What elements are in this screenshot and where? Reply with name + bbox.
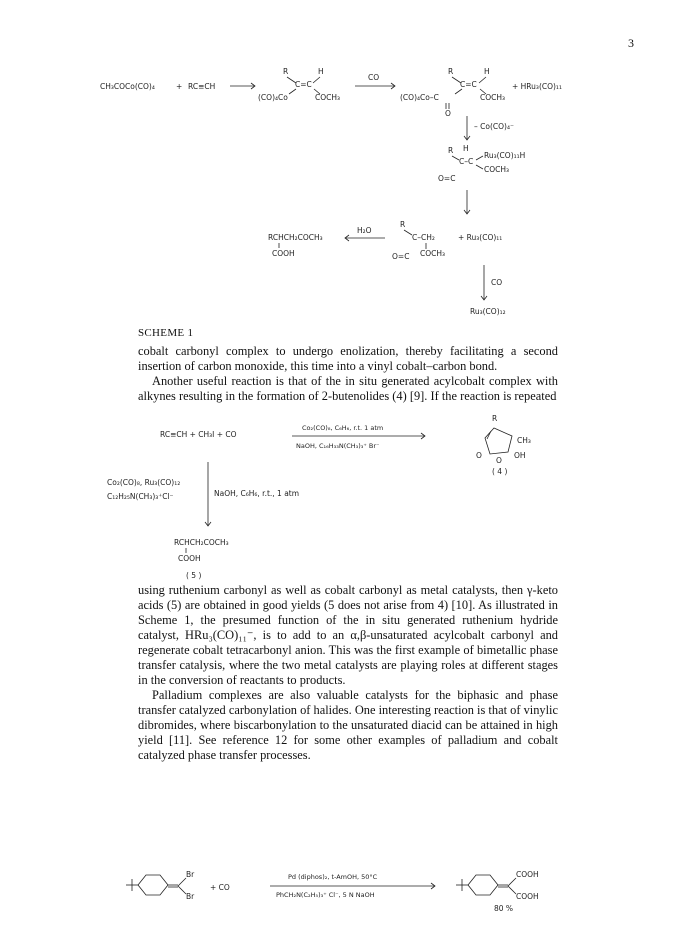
scheme-ru3co12: Ru₃(CO)₁₂ <box>470 307 506 316</box>
rxn2-prod-top: RCHCH₂COCH₃ <box>174 538 229 547</box>
page-number: 3 <box>628 36 634 50</box>
scheme-h2o: H₂O <box>357 226 372 235</box>
rxn2-reactants: RC≡CH + CH₃I + CO <box>160 430 237 439</box>
acid-bottom: COOH <box>272 249 295 258</box>
int2-cc: C=C <box>460 80 477 89</box>
rxn3-yield: 80 % <box>494 904 514 913</box>
int1-cc: C=C <box>295 80 312 89</box>
butenolide-ring <box>485 428 512 454</box>
int3-ru: Ru₃(CO)₁₁H <box>484 151 526 160</box>
rxn3-cooh2: COOH <box>516 892 539 901</box>
rxn3-cond-top: Pd (diphos)₂, t-AmOH, 50°C <box>288 873 378 881</box>
rxn3-plus-co: + CO <box>210 883 230 892</box>
paragraph-1: cobalt carbonyl complex to undergo enolization, thereby facilitating a second insertion of carbon monoxide, this time into a vinyl cobalt–carbon bond. <box>138 344 558 373</box>
paragraph-block-1 <box>138 344 558 404</box>
int4-coch3: COCH₃ <box>420 249 446 258</box>
rxn2-o-carbonyl: O <box>476 451 482 460</box>
rxn2-oh: OH <box>514 451 526 460</box>
int2-r: R <box>448 67 454 76</box>
int2-o: O <box>445 109 451 118</box>
rxn2-prod-bottom: COOH <box>178 554 201 563</box>
scheme-label: SCHEME 1 <box>138 327 194 339</box>
paragraph-3: using ruthenium carbonyl as well as cobalt carbonyl as metal catalysts, then γ-keto acids (5) are obtained in good yields (5 does not arise from 4) [10]. As illustrated in Scheme 1, the presumed function of the in situ generated ruthenium hydride catalyst, HRu₃(CO)₁₁⁻, is to add to an α,β-unsaturated acylcobalt carbonyl and regenerate cobalt tetracarbonyl anion. This was the first example of bimetallic phase transfer catalysis, where the two metal catalysts are playing roles at different stages in the conversion of reactants to products. <box>138 583 558 687</box>
scheme-alkyne: RC≡CH <box>188 82 216 91</box>
rxn2-cond-top: Co₂(CO)₈, C₆H₆, r.t. 1 atm <box>302 424 384 432</box>
rxn2-label-4: ( 4 ) <box>492 467 508 476</box>
rxn3-cond-bottom: PhCH₂N(C₂H₅)₃⁺ Cl⁻, 5 N NaOH <box>276 891 375 899</box>
rxn2-r: R <box>492 414 498 423</box>
int3-oc: O=C <box>438 174 456 183</box>
int4-cch2: C–CH₂ <box>412 233 435 242</box>
int4-oc: O=C <box>392 252 410 261</box>
paragraph-4: Palladium complexes are also valuable catalysts for the biphasic and phase transfer catalyzed carbonylation of halides. One interesting reaction is that of vinylic dibromides, where biscarbonylation to the unsaturated diacid can be attained in high yield [11]. See reference 12 for some other examples of palladium and cobalt catalyzed phase transfer processes. <box>138 688 558 762</box>
rxn2-ch3: CH₃ <box>517 436 531 445</box>
scheme-reagent-cocat: CH₃COCo(CO)₄ <box>100 82 155 91</box>
paragraph-2: Another useful reaction is that of the in situ generated acylcobalt complex with alkynes resulting in the formation of 2-butenolides (4) [9]. If the reaction is repeated <box>138 374 558 403</box>
rxn3-br2: Br <box>186 892 195 901</box>
rxn2-o-ring: O <box>496 456 502 465</box>
rxn2-cat-1: Co₂(CO)₈, Ru₃(CO)₁₂ <box>107 478 181 487</box>
int2-h: H <box>484 67 490 76</box>
int2-coco4c: (CO)₄Co–C <box>400 93 439 102</box>
scheme-minus-coco4: – Co(CO)₄⁻ <box>474 122 514 131</box>
int3-coch3: COCH₃ <box>484 165 510 174</box>
int1-r: R <box>283 67 289 76</box>
rxn2-cond-bottom: NaOH, C₁₆H₃₃N(CH₃)₃⁺ Br⁻ <box>296 442 380 450</box>
int3-cc: C–C <box>459 157 474 166</box>
rxn2-cond-side: NaOH, C₆H₆, r.t., 1 atm <box>214 489 300 498</box>
int4-plus-ru: + Ru₃(CO)₁₁ <box>458 233 503 242</box>
scheme-co-label: CO <box>368 73 380 82</box>
int1-h: H <box>318 67 324 76</box>
int4-r: R <box>400 220 406 229</box>
acid-top: RCHCH₂COCH₃ <box>268 233 323 242</box>
rxn3-br1: Br <box>186 870 195 879</box>
int3-h: H <box>463 144 469 153</box>
rxn3-cooh1: COOH <box>516 870 539 879</box>
int2-plus-hru: + HRu₃(CO)₁₁ <box>512 82 562 91</box>
rxn2-cat-2: C₁₂H₂₅N(CH₃)₃⁺Cl⁻ <box>107 492 174 501</box>
paragraph-block-2 <box>138 583 558 763</box>
cyclohexylidene-dibromide <box>126 875 186 895</box>
cyclohexylidene-diacid <box>456 875 516 895</box>
rxn2-label-5: ( 5 ) <box>186 571 202 580</box>
int2-coch3: COCH₃ <box>480 93 506 102</box>
scheme-co-small: CO <box>491 278 503 287</box>
int3-r: R <box>448 146 454 155</box>
int1-coch3: COCH₃ <box>315 93 341 102</box>
scheme-plus: + <box>176 82 183 91</box>
int1-coco4: (CO)₄Co <box>258 93 288 102</box>
